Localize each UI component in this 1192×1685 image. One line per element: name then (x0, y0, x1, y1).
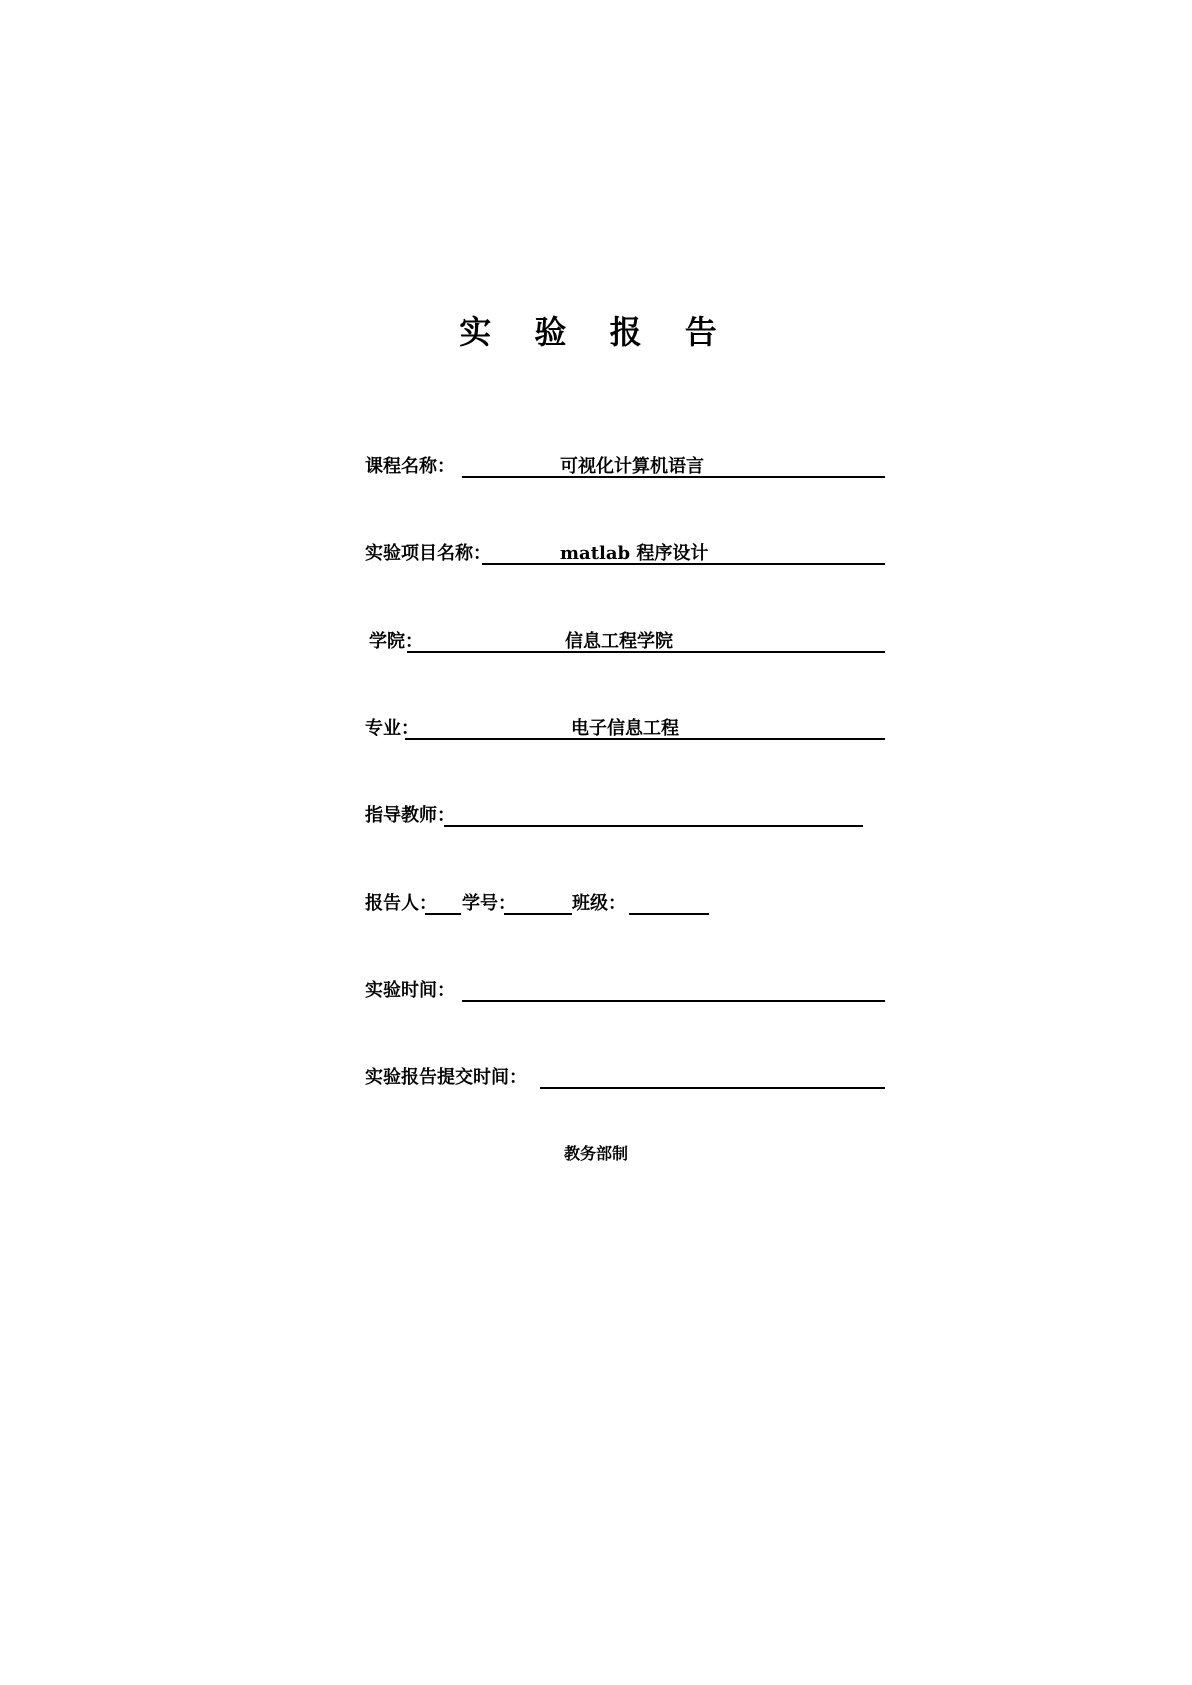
college-label: 学院： (369, 631, 423, 652)
major-row (365, 714, 887, 744)
college-value: 信息工程学院 (565, 631, 673, 652)
major-label: 专业： (365, 718, 419, 739)
class-label: 班级： (572, 893, 626, 914)
submit-time-label: 实验报告提交时间： (365, 1067, 527, 1088)
college-row (365, 627, 887, 657)
class-underline (629, 887, 709, 915)
course-name-row (365, 452, 887, 482)
issuer-footer: 教务部制 (563, 1144, 628, 1163)
project-name-value: matlab 程序设计 (560, 543, 709, 564)
project-name-label: 实验项目名称： (365, 543, 491, 564)
major-value: 电子信息工程 (571, 718, 679, 739)
project-name-row (365, 539, 887, 569)
teacher-label: 指导教师： (365, 805, 455, 826)
report-title: 实 验 报 告 (459, 313, 733, 351)
submit-time-underline (540, 1061, 885, 1089)
student-id-label: 学号： (462, 893, 516, 914)
exp-time-underline (462, 974, 885, 1002)
teacher-row (365, 801, 865, 831)
exp-time-row (365, 976, 887, 1006)
course-name-label: 课程名称： (365, 456, 455, 477)
reporter-row (365, 889, 725, 919)
submit-time-row (365, 1063, 887, 1093)
reporter-label: 报告人： (365, 893, 437, 914)
course-name-value: 可视化计算机语言 (560, 456, 704, 477)
reporter-underline (425, 887, 461, 915)
student-id-underline (504, 887, 572, 915)
exp-time-label: 实验时间： (365, 980, 455, 1001)
teacher-underline (444, 799, 863, 827)
